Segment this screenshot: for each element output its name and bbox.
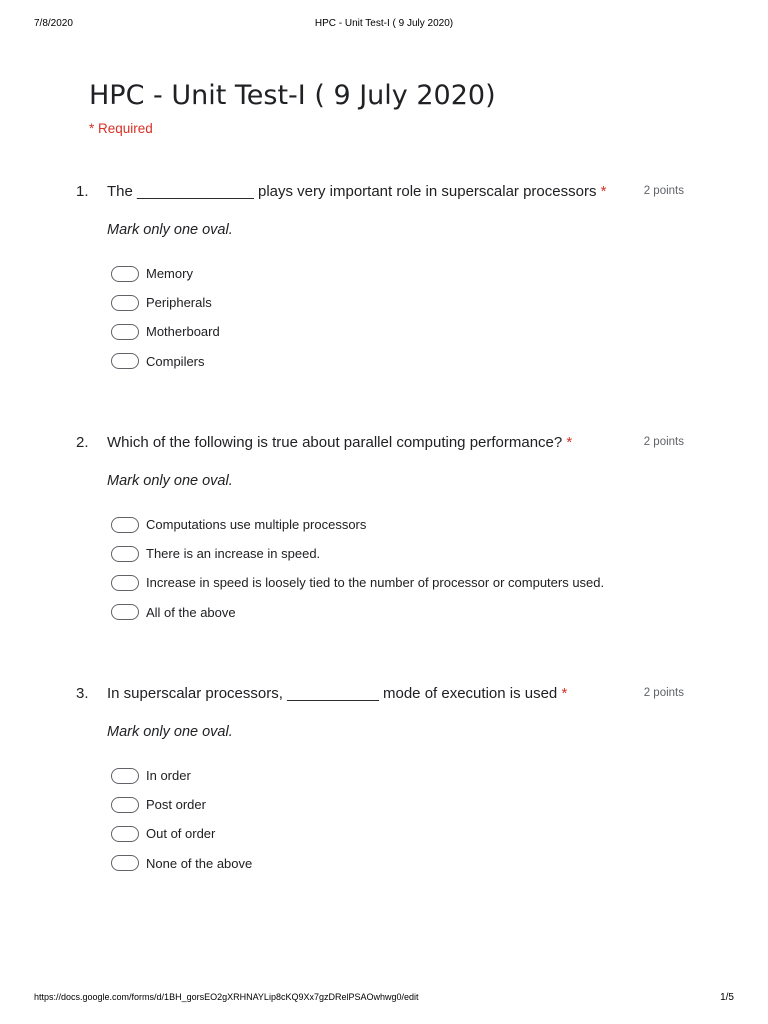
- question-instruction: Mark only one oval.: [107, 473, 233, 489]
- option-memory[interactable]: [111, 259, 220, 288]
- required-star: *: [561, 685, 568, 702]
- print-header: [34, 18, 734, 32]
- option-label: In order: [146, 768, 191, 784]
- radio-oval[interactable]: [111, 768, 139, 784]
- radio-oval[interactable]: [111, 797, 139, 813]
- form-title: HPC - Unit Test-I ( 9 July 2020): [89, 80, 496, 111]
- option-out-of-order[interactable]: [111, 819, 252, 848]
- option-peripherals[interactable]: [111, 288, 220, 317]
- question-number: 1.: [76, 183, 89, 200]
- required-star: *: [566, 434, 573, 451]
- option-label: There is an increase in speed.: [146, 546, 321, 562]
- page-number: 1/5: [720, 992, 734, 1003]
- radio-oval[interactable]: [111, 826, 139, 842]
- radio-oval[interactable]: [111, 855, 139, 871]
- radio-oval[interactable]: [111, 575, 139, 591]
- option-label: Compilers: [146, 353, 205, 369]
- question-number: 3.: [76, 685, 89, 702]
- print-footer: [34, 992, 734, 1006]
- option-label: Peripherals: [146, 295, 212, 311]
- required-star: *: [600, 183, 607, 200]
- question-text: In superscalar processors, ___________ mode of execution is used *: [107, 685, 568, 702]
- option-multiple-processors[interactable]: [111, 510, 604, 539]
- option-compilers[interactable]: [111, 347, 220, 376]
- option-label: Post order: [146, 797, 206, 813]
- question-instruction: Mark only one oval.: [107, 222, 233, 238]
- options-list: [111, 510, 604, 627]
- question-points: 2 points: [643, 687, 684, 699]
- question-number: 2.: [76, 434, 89, 451]
- print-date: 7/8/2020: [34, 18, 73, 29]
- print-title: HPC - Unit Test-I ( 9 July 2020): [314, 18, 454, 29]
- options-list: [111, 259, 220, 376]
- radio-oval[interactable]: [111, 266, 139, 282]
- option-label: All of the above: [146, 604, 236, 620]
- question-instruction: Mark only one oval.: [107, 724, 233, 740]
- question-points: 2 points: [643, 436, 684, 448]
- radio-oval[interactable]: [111, 353, 139, 369]
- option-motherboard[interactable]: [111, 317, 220, 346]
- radio-oval[interactable]: [111, 324, 139, 340]
- option-all-of-the-above[interactable]: [111, 598, 604, 627]
- question-points: 2 points: [643, 185, 684, 197]
- radio-oval[interactable]: [111, 546, 139, 562]
- option-label: Increase in speed is loosely tied to the number of processor or computers used.: [146, 575, 605, 591]
- option-label: None of the above: [146, 855, 253, 871]
- question-text: The ______________ plays very important role in superscalar processors *: [107, 183, 607, 200]
- option-loosely-tied[interactable]: [111, 568, 604, 597]
- question-text: Which of the following is true about parallel computing performance? *: [107, 434, 573, 451]
- option-label: Memory: [146, 266, 193, 282]
- required-note: * Required: [89, 121, 153, 136]
- radio-oval[interactable]: [111, 295, 139, 311]
- option-none-of-the-above[interactable]: [111, 849, 252, 878]
- option-increase-speed[interactable]: [111, 539, 604, 568]
- option-label: Out of order: [146, 826, 216, 842]
- radio-oval[interactable]: [111, 517, 139, 533]
- footer-url: https://docs.google.com/forms/d/1BH_gorsEO2gXRHNAYLip8cKQ9Xx7gzDRelPSAOwhwg0/edit: [34, 992, 419, 1002]
- option-in-order[interactable]: [111, 761, 252, 790]
- options-list: [111, 761, 252, 878]
- radio-oval[interactable]: [111, 604, 139, 620]
- option-label: Motherboard: [146, 324, 220, 340]
- option-label: Computations use multiple processors: [146, 517, 367, 533]
- option-post-order[interactable]: [111, 790, 252, 819]
